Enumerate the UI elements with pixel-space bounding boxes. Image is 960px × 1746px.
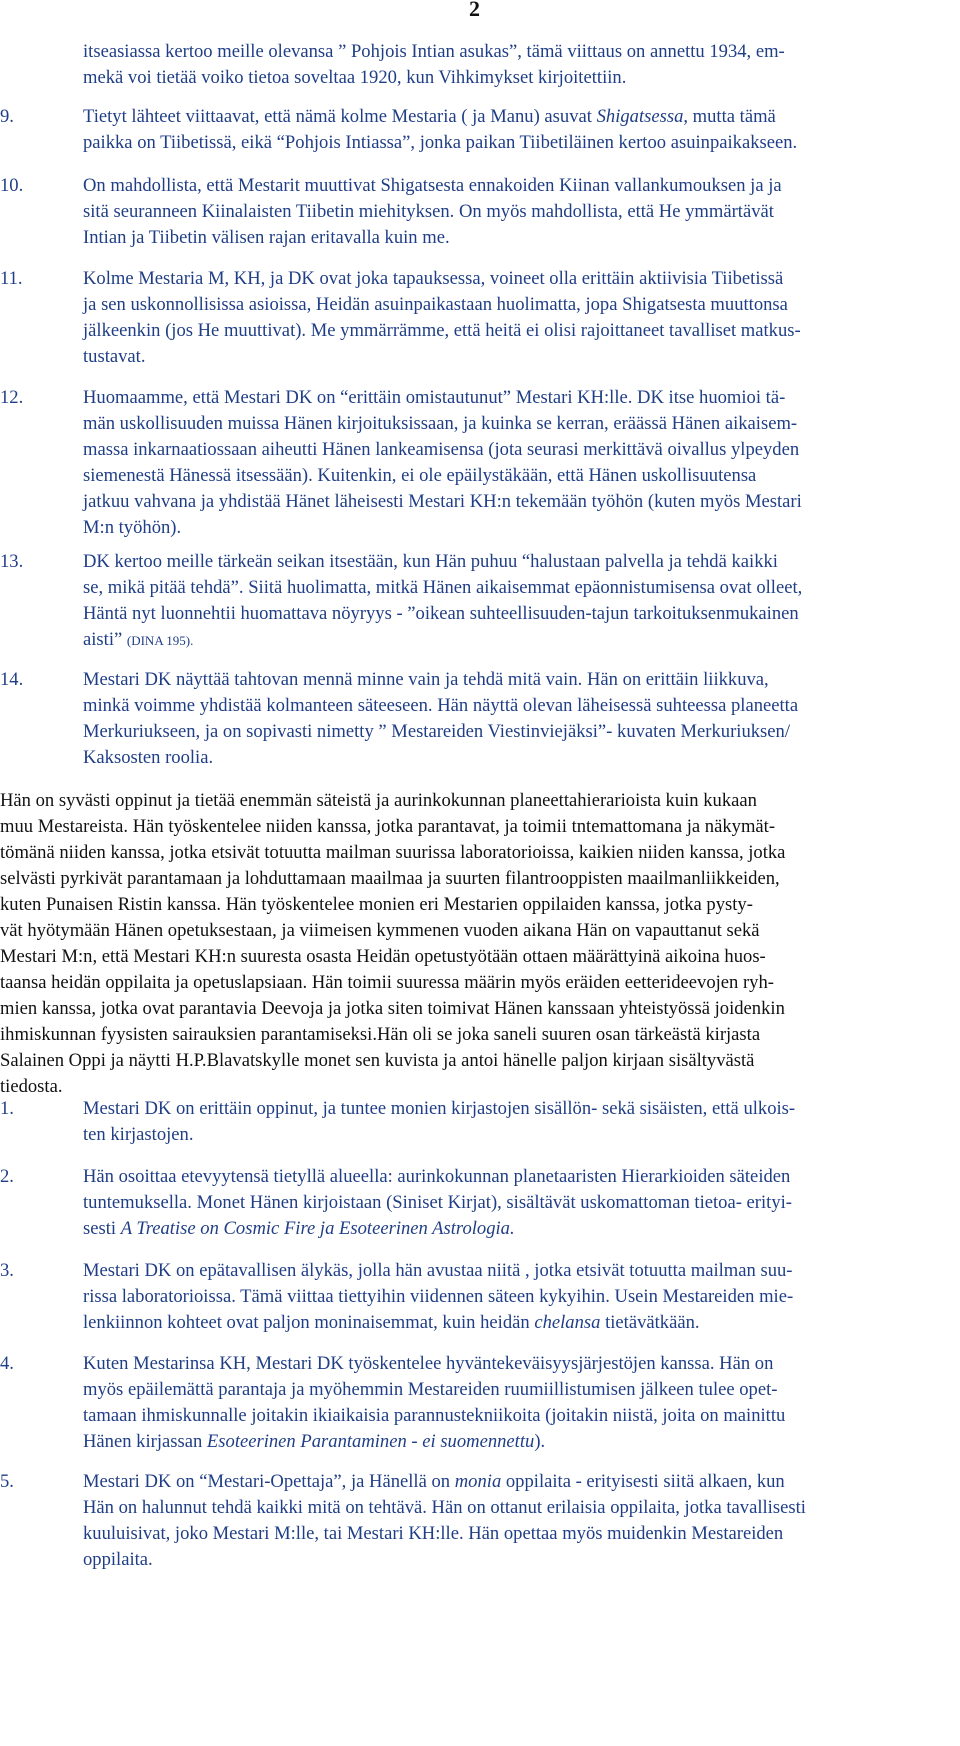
text-line: Mestari DK näyttää tahtovan mennä minne vain ja tehdä mitä vain. Hän on erittäin liikkuva, [83, 669, 769, 690]
text-line: ten kirjastojen. [83, 1124, 194, 1145]
text-line: tuntemuksella. Monet Hänen kirjoistaan (Siniset Kirjat), sisältävät uskomattoman tietoa- erityi- [83, 1192, 792, 1213]
text-line: siemenestä Hänessä itsessään). Kuitenkin, ei ole epäilystäkään, että Hänen uskollisuutensa [83, 465, 757, 486]
text-line: ja sen uskonnollisissa asioissa, Heidän asuinpaikastaan huolimatta, jopa Shigatsesta muuttonsa [83, 294, 788, 315]
text-line: DK kertoo meille tärkeän seikan itsestään, kun Hän puhuu “halustaan palvella ja tehdä kaikki [83, 551, 778, 572]
text-line: Hänen kirjassan Esoteerinen Parantaminen - ei suomennettu). [83, 1431, 546, 1452]
text-line: Huomaamme, että Mestari DK on “erittäin omistautunut” Mestari KH:lle. DK itse huomioi tä- [83, 387, 786, 408]
text-line: rissa laboratorioissa. Tämä viittaa tiettyihin viidennen säteen kykyihin. Usein Mestareiden mie- [83, 1286, 794, 1307]
list-item-text [83, 1469, 960, 1573]
text-line: tamaan ihmiskunnalle joitakin ikiaikaisia parannustekniikoita (joitakin niistä, joita on mainittu [83, 1405, 786, 1426]
body-paragraph [0, 788, 960, 1100]
text-line: Tietyt lähteet viittaavat, että nämä kolme Mestaria ( ja Manu) asuvat Shigatsessa, mutta tämä [83, 106, 776, 127]
list-item-number: 5. [0, 1471, 14, 1492]
text-line: muu Mestareista. Hän työskentelee niiden kanssa, jotka parantavat, ja toimii tntemattomana ja näkymät- [0, 816, 776, 837]
text-line: Hän on syvästi oppinut ja tietää enemmän säteistä ja aurinkokunnan planeettahierarioista kuin kukaan [0, 790, 757, 811]
text-line: Mestari DK on “Mestari-Opettaja”, ja Hänellä on monia oppilaita - erityisesti siitä alkaen, kun [83, 1471, 785, 1492]
text-line: Hän osoittaa etevyytensä tietyllä alueella: aurinkokunnan planetaaristen Hierarkioiden säteiden [83, 1166, 791, 1187]
text-line: selvästi pyrkivät parantamaan ja lohduttamaan maailmaa ja suurten filantrooppisten maailmanliikkeiden, [0, 868, 780, 889]
text-line: sesti A Treatise on Cosmic Fire ja Esoteerinen Astrologia. [83, 1218, 515, 1239]
text-line: jälkeenkin (jos He muuttivat). Me ymmärrämme, että heitä ei olisi rajoittaneet tavalliset matkus- [83, 320, 801, 341]
list-item-number: 9. [0, 106, 14, 127]
text-line: myös epäilemättä parantaja ja myöhemmin Mestareiden ruumiillistumisen jälkeen tulee opet- [83, 1379, 778, 1400]
list-item-number: 3. [0, 1260, 14, 1281]
text-line: Hän on halunnut tehdä kaikki mitä on tehtävä. Hän on ottanut erilaisia oppilaita, jotka tavallisesti [83, 1497, 806, 1518]
list-item-number: 13. [0, 551, 24, 572]
text-line: Salainen Oppi ja näytti H.P.Blavatskylle monet sen kuvista ja antoi hänelle paljon kirjaan sisältyvästä [0, 1050, 755, 1071]
text-line: oppilaita. [83, 1549, 153, 1570]
list-item-text [83, 1164, 960, 1242]
text-line: Kaksosten roolia. [83, 747, 214, 768]
text-line: Mestari DK on epätavallisen älykäs, jolla hän avustaa niitä , jotka etsivät totuutta mailman suu- [83, 1260, 793, 1281]
text-line: taansa heidän oppilaita ja opetuslapsiaan. Hän toimii suuressa määrin myös eräiden eetterideevojen ryh- [0, 972, 774, 993]
text-line: kuuluisivat, joko Mestari M:lle, tai Mestari KH:lle. Hän opettaa myös muidenkin Mestareiden [83, 1523, 784, 1544]
text-line: tiedosta. [0, 1076, 63, 1097]
text-line: vät hyötymään Hänen opetuksestaan, ja viimeisen kymmenen vuoden aikana Hän on vapauttanut sekä [0, 920, 760, 941]
page-number: 2 [469, 0, 480, 21]
list-item-number: 4. [0, 1353, 14, 1374]
text-line: itseasiassa kertoo meille olevansa ” Pohjois Intian asukas”, tämä viittaus on annettu 1934, em- [83, 41, 785, 62]
text-line: lenkiinnon kohteet ovat paljon moninaisemmat, kuin heidän chelansa tietävätkään. [83, 1312, 700, 1333]
list-item-text [83, 385, 960, 541]
text-line: ihmiskunnan fyysisten sairauksien parantamiseksi.Hän oli se joka saneli suuren osan tärkeästä kirjasta [0, 1024, 761, 1045]
list-item-text [83, 1258, 960, 1336]
list-item-text [83, 667, 960, 771]
list-item-text [83, 1096, 960, 1148]
list-item-text [83, 266, 960, 370]
list-item-text [83, 549, 960, 654]
text-line: mien kanssa, jotka ovat parantavia Deevoja ja jotka siten toimivat Hänen kanssaan yhteistyössä joidenkin [0, 998, 785, 1019]
text-line: M:n työhön). [83, 517, 182, 538]
text-line: tömänä niiden kanssa, jotka etsivät totuutta mailman suurissa laboratorioissa, kaikien niiden kanssa, jotka [0, 842, 786, 863]
text-line: massa inkarnaatiossaan aiheutti Hänen lankeamisensa (jota seurasi merkittävä oivallus ylpeyden [83, 439, 800, 460]
text-line: Kuten Mestarinsa KH, Mestari DK työskentelee hyväntekeväisyysjärjestöjen kanssa. Hän on [83, 1353, 774, 1374]
text-line: On mahdollista, että Mestarit muuttivat Shigatsesta ennakoiden Kiinan vallankumouksen ja ja [83, 175, 782, 196]
text-line: jatkuu vahvana ja yhdistää Hänet läheisesti Mestari KH:n tekemään työhön (kuten myös Mestari [83, 491, 802, 512]
list-item-number: 1. [0, 1098, 14, 1119]
text-line: se, mikä pitää tehdä”. Siitä huolimatta, mitkä Hänen aikaisemmat epäonnistumisensa ovat olleet, [83, 577, 803, 598]
list-item-number: 14. [0, 669, 24, 690]
text-line: paikka on Tiibetissä, eikä “Pohjois Intiassa”, jonka paikan Tiibetiläinen kertoo asuinpaikakseen. [83, 132, 798, 153]
text-line: sitä seuranneen Kiinalaisten Tiibetin miehityksen. On myös mahdollista, että He ymmärtävät [83, 201, 774, 222]
list-item-text [83, 173, 960, 251]
list-item-text [83, 1351, 960, 1455]
text-line: minkä voimme yhdistää kolmanteen säteeseen. Hän näyttä olevan läheisessä suhteessa planeetta [83, 695, 799, 716]
text-line: kuten Punaisen Ristin kanssa. Hän työskentelee monien eri Mestarien oppilaiden kanssa, jotka pysty- [0, 894, 753, 915]
text-line: aisti” (DINA 195). [83, 629, 194, 650]
list-item-text [83, 104, 960, 156]
list-item-number: 12. [0, 387, 24, 408]
list-item-number: 11. [0, 268, 23, 289]
text-line: Kolme Mestaria M, KH, ja DK ovat joka tapauksessa, voineet olla erittäin aktiivisia Tiibetissä [83, 268, 784, 289]
text-line: Intian ja Tiibetin välisen rajan eritavalla kuin me. [83, 227, 450, 248]
text-line: mekä voi tietää voiko tietoa soveltaa 1920, kun Vihkimykset kirjoitettiin. [83, 67, 627, 88]
text-line: Mestari DK on erittäin oppinut, ja tuntee monien kirjastojen sisällön- sekä sisäisten, että ulkois- [83, 1098, 796, 1119]
text-line: tustavat. [83, 346, 146, 367]
text-line: Mestari M:n, että Mestari KH:n suuresta osasta Heidän opetustyötään ottaen määrättyinä aikoina huos- [0, 946, 766, 967]
list-item-number: 10. [0, 175, 24, 196]
text-line: Häntä nyt luonnehtii huomattava nöyryys - ”oikean suhteellisuuden-tajun tarkoituksenmukainen [83, 603, 799, 624]
list-item-number: 2. [0, 1166, 14, 1187]
text-line: män uskollisuuden muissa Hänen kirjoituksissaan, ja kuinka se kerran, eräässä Hänen aikaisem- [83, 413, 798, 434]
text-line: Merkuriukseen, ja on sopivasti nimetty ” Mestareiden Viestinviejäksi”- kuvaten Merkuriuksen/ [83, 721, 790, 742]
intro-text [83, 39, 960, 91]
